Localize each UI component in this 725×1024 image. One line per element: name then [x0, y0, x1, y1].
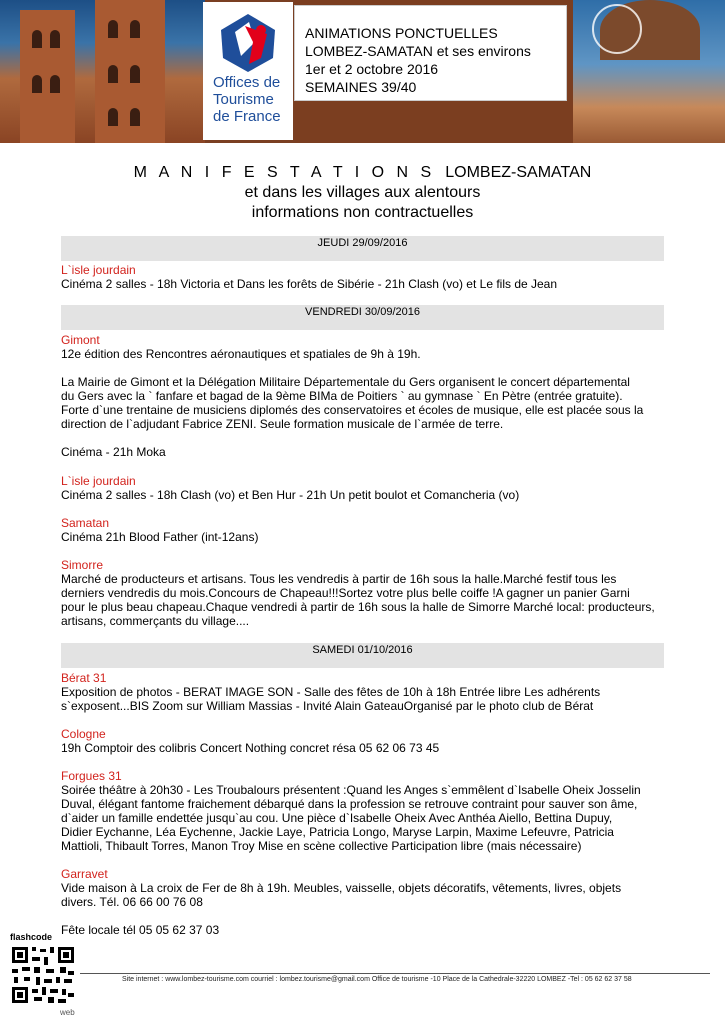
town-name: Samatan	[61, 516, 110, 530]
town-name: Garravet	[61, 867, 108, 881]
event-text: Vide maison à La croix de Fer de 8h à 19h. Meubles, vaisselle, objets décoratifs, vêtements, livres, objets	[61, 881, 622, 895]
event-text: Marché de producteurs et artisans. Tous les vendredis à partir de 16h sous la halle.Marché festif tous les	[61, 572, 617, 586]
event-text: divers. Tél. 06 66 00 76 08	[61, 895, 203, 909]
event-text: La Mairie de Gimont et la Délégation Militaire Départementale du Gers organisent le concert départemental	[61, 375, 630, 389]
info-line: LOMBEZ-SAMATAN et ses environs	[305, 43, 531, 59]
event-text: 12e édition des Rencontres aéronautiques et spatiales de 9h à 19h.	[61, 347, 421, 361]
event-text: 19h Comptoir des colibris Concert Nothing concret résa 05 62 06 73 45	[61, 741, 440, 755]
event-text: Soirée théâtre à 20h30 - Les Troubalours présentent :Quand les Anges s`emmêlent d`Isabelle Oheix Josselin	[61, 783, 641, 797]
event-text: s`exposent...BIS Zoom sur William Massias - Invité Alain GateauOrganisé par le photo club de Bérat	[61, 699, 594, 713]
footer-contact: Site internet : www.lombez-tourisme.com courriel : lombez.tourisme@gmail.com Office de tourisme -10 Place de la Cathedrale-32220 LOMBEZ -Tel : 05 62 62 37 58	[122, 976, 632, 983]
event-text: Mattioli, Thibault Torres, Manon Troy Mise en scène collective Participation libre (mais nécessaire)	[61, 839, 582, 853]
event-text: direction de l`adjudant Fabrice ZENI. Seule formation musicale de l`armée de terre.	[61, 417, 504, 431]
event-text: Fête locale tél 05 05 62 37 03	[61, 923, 220, 937]
info-line: SEMAINES 39/40	[305, 79, 417, 95]
town-name: L`isle jourdain	[61, 474, 136, 488]
event-text: artisans, commerçants du village....	[61, 614, 250, 628]
cathedral-photo	[0, 0, 205, 143]
info-line: 1er et 2 octobre 2016	[305, 61, 439, 77]
offices-tourisme-logo	[203, 2, 293, 140]
seal-icon	[592, 4, 642, 54]
event-text: Cinéma 21h Blood Father (int-12ans)	[61, 530, 259, 544]
event-text: derniers vendredis du mois.Concours de Chapeau!!!Sortez votre plus belle coiffe !A gagner un panier Garni	[61, 586, 630, 600]
town-name: Forgues 31	[61, 769, 122, 783]
town-name: Simorre	[61, 558, 104, 572]
logo-line: Offices de	[213, 74, 281, 91]
info-line: ANIMATIONS PONCTUELLES	[305, 25, 498, 41]
event-text: Didier Eychanne, Léa Eychenne, Jackie Laye, Patricia Longo, Maryse Larpin, Maxime Lefeuvre, Patricia	[61, 825, 614, 839]
town-name: Cologne	[61, 727, 106, 741]
town-name: Gimont	[61, 333, 100, 347]
france-map-icon	[215, 12, 281, 74]
day-header: SAMEDI 01/10/2016	[61, 643, 664, 668]
disclaimer: informations non contractuelles	[251, 204, 474, 221]
flashcode-label: flashcode	[10, 932, 53, 942]
qr-code-icon[interactable]	[10, 945, 76, 1005]
event-text: d`aider un famille endettée jusqu`au cou. Une pièce d`Isabelle Oheix Avec Anthéa Aiello, Bettina Dupuy,	[61, 811, 613, 825]
footer-divider	[80, 973, 710, 974]
qr-web-label: web	[60, 1008, 75, 1017]
town-name: L`isle jourdain	[61, 263, 136, 277]
logo-line: Tourisme	[213, 91, 274, 108]
event-text: Exposition de photos - BERAT IMAGE SON - Salle des fêtes de 10h à 18h Entrée libre Les adhérents	[61, 685, 601, 699]
subtitle: et dans les villages aux alentours	[244, 184, 481, 201]
page-title: M A N I F E S T A T I O N S LOMBEZ-SAMATAN	[133, 164, 592, 181]
event-text: Duval, élégant fantome fraichement débarqué dans la profession se retrouve contraint pour sauver son âme,	[61, 797, 638, 811]
event-text: Cinéma - 21h Moka	[61, 445, 166, 459]
event-text: pour le plus beau chapeau.Chaque vendredi à partir de 16h sous la halle de Simorre Marché local: producteurs,	[61, 600, 655, 614]
town-name: Bérat 31	[61, 671, 107, 685]
day-header: VENDREDI 30/09/2016	[61, 305, 664, 330]
bulletin-info-box	[294, 5, 567, 101]
logo-line: de France	[213, 108, 281, 125]
day-header: JEUDI 29/09/2016	[61, 236, 664, 261]
event-text: Cinéma 2 salles - 18h Victoria et Dans les forêts de Sibérie - 21h Clash (vo) et Le fils de Jean	[61, 277, 558, 291]
event-text: du Gers avec la ` fanfare et bagad de la 9ème BIMa de Poitiers ` au gymnase ` En Pètre (entrée gratuite).	[61, 389, 623, 403]
event-text: Cinéma 2 salles - 18h Clash (vo) et Ben Hur - 21h Un petit boulot et Comancheria (vo)	[61, 488, 520, 502]
event-text: Forte d`une trentaine de musiciens diplomés des conservatoires et écoles de musique, elle est placée sous la	[61, 403, 644, 417]
